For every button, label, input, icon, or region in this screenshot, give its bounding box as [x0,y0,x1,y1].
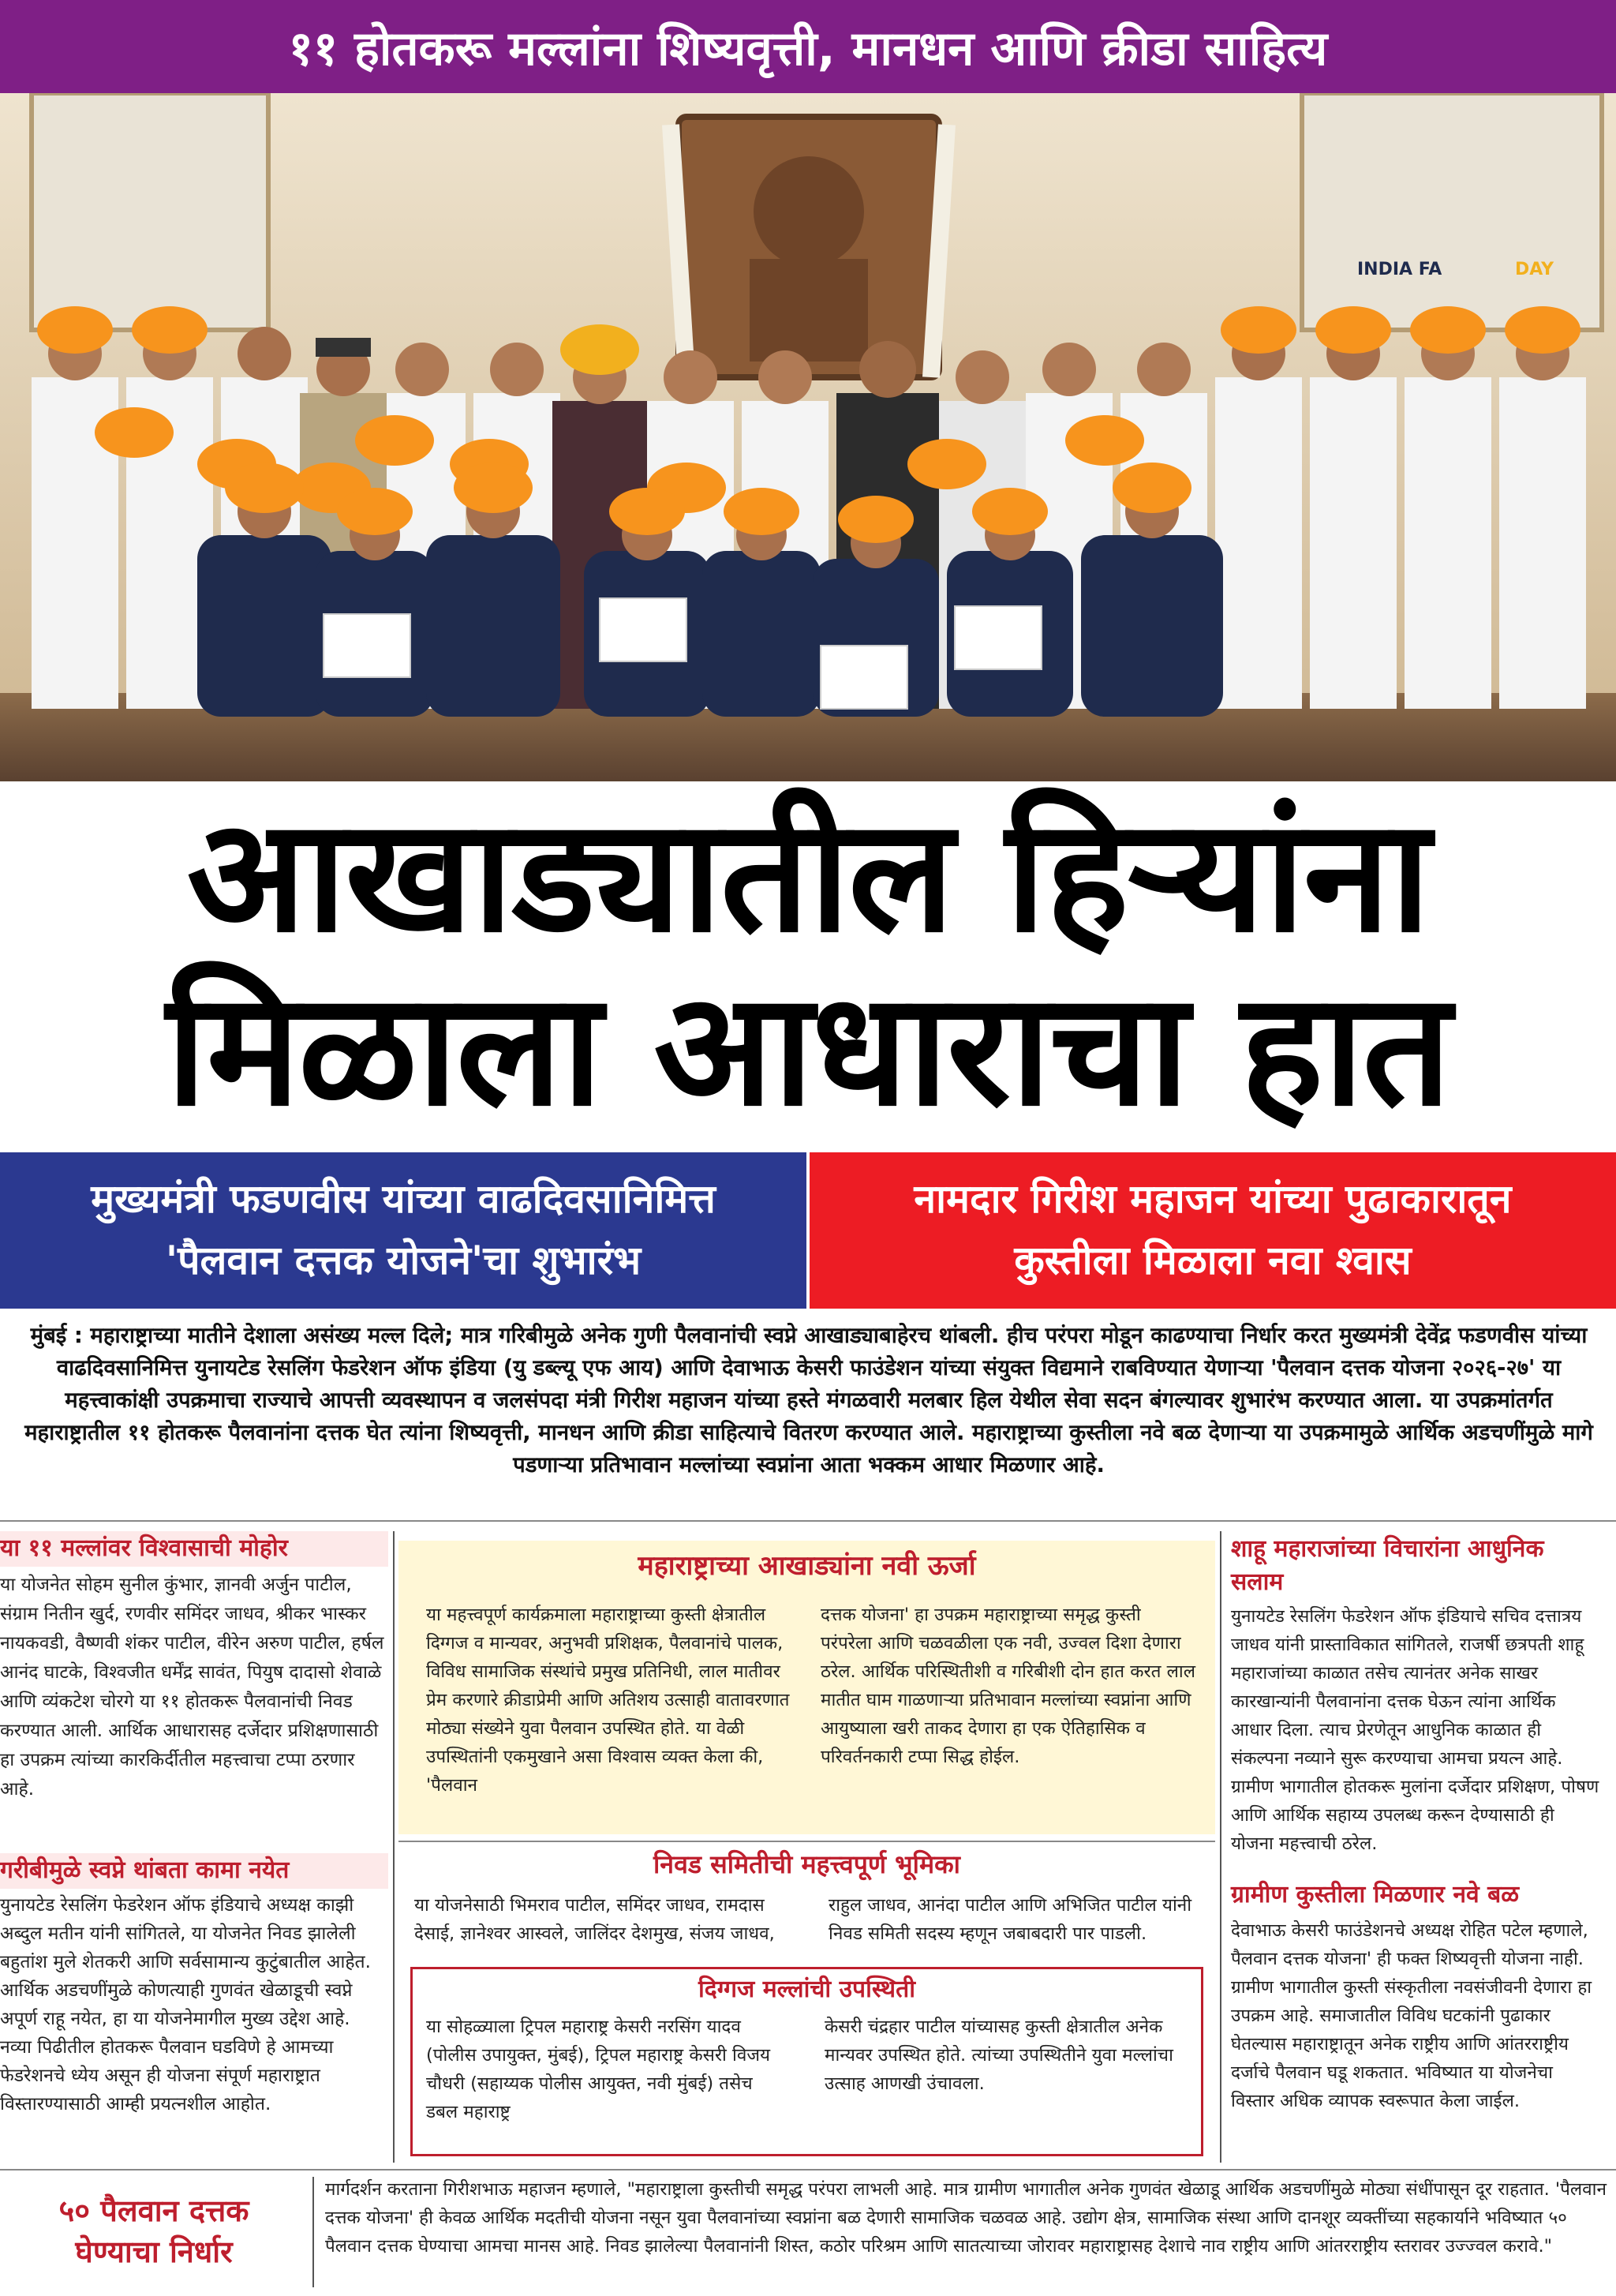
middle-divider [398,1841,1215,1842]
photo-banner-text-2: DAY [1515,260,1554,279]
bottom-label-line-2: घेण्याचा निर्धार [75,2234,233,2269]
middle-paragraph-1b: दत्तक योजना' हा उपक्रम महाराष्ट्राच्या समृद्ध कुस्ती परंपरेला आणि चळवळीला एक नवी, उज्वल दिशा देणारा ठरेल. आर्थिक परिस्थितीशी व गरिबीशी दोन हात करत लाल मातीत घाम गाळणाऱ्या प्रतिभावान मल्लांच्या स्वप्नांना आणि आयुष्याला खरी ताकद देणारा हा एक ऐतिहासिक व परिवर्तनकारी टप्पा सिद्ध होईल. [821,1605,1195,1767]
middle-paragraph-1a: या महत्त्वपूर्ण कार्यक्रमाला महाराष्ट्राच्या कुस्ती क्षेत्रातील दिग्गज व मान्यवर, अनुभवी प्रशिक्षक, पैलवानांचे पालक, विविध सामाजिक संस्थांचे प्रमुख प्रतिनिधी, लाल मातीवर प्रेम करणारे क्रीडाप्रेमी आणि अतिशय उत्साही वातावरणात मोठ्या संख्येने युवा पैलवान उपस्थित होते. या वेळी उपस्थितांनी एकमुखाने असा विश्वास व्यक्त केला की, 'पैलवान [426,1605,790,1796]
bottom-label [0,2172,308,2290]
column-divider-right [1220,1531,1221,2163]
subheading-right-line-2: कुस्तीला मिळाला नवा श्वास [1014,1238,1412,1283]
right-paragraph-1: युनायटेड रेसलिंग फेडरेशन ऑफ इंडियाचे सचिव दत्तात्रय जाधव यांनी प्रास्ताविकात सांगितले, राजर्षी छत्रपती शाहू महाराजांच्या काळात तसेच त्यानंतर अनेक साखर कारखान्यांनी पैलवानांना दत्तक घेऊन त्यांना आर्थिक आधार दिला. त्याच प्रेरणेतून आधुनिक काळात ही संकल्पना नव्याने सुरू करण्याचा आमचा प्रयत्न आहे. ग्रामीण भागातील होतकरू मुलांना दर्जेदार प्रशिक्षण, पोषण आणि आर्थिक सहाय्य उपलब्ध करून देण्यासाठी ही योजना महत्त्वाची ठरेल. [1231,1606,1599,1854]
subheading-right-line-1: नामदार गिरीश महाजन यांच्या पुढाकारातून [914,1176,1512,1222]
right-heading-1: शाहू महाराजांच्या विचारांना आधुनिक सलाम [1231,1535,1544,1596]
subheading-left-line-2: 'पैलवान दत्तक योजने'चा शुभारंभ [165,1238,642,1283]
left-paragraph-2: युनायटेड रेसलिंग फेडरेशन ऑफ इंडियाचे अध्यक्ष काझी अब्दुल मतीन यांनी सांगितले, या योजनेत निवड झालेली बहुतांश मुले शेतकरी आणि सर्वसामान्य कुटुंबातील आहेत. आर्थिक अडचणींमुळे कोणत्याही गुणवंत खेळाडूची स्वप्ने अपूर्ण राहू नयेत, हा या योजनेमागील मुख्य उद्देश आहे. नव्या पिढीतील होतकरू पैलवान घडविणे हे आमच्या फेडरेशनचे ध्येय असून ही योजना संपूर्ण महाराष्ट्रात विस्तारण्यासाठी आम्ही प्रयत्नशील आहोत. [0,1895,371,2114]
middle-paragraph-3b: केसरी चंद्रहार पाटील यांच्यासह कुस्ती क्षेत्रातील अनेक मान्यवर उपस्थित होते. त्यांच्या उपस्थितीने युवा मल्लांचा उत्साह आणखी उंचावला. [825,2017,1173,2094]
headline-line-2: मिळाला आधाराचा हात [166,958,1450,1141]
left-heading-1: या ११ मल्लांवर विश्वासाची मोहोर [0,1534,288,1562]
left-paragraph-1: या योजनेत सोहम सुनील कुंभार, ज्ञानवी अर्जुन पाटील, संग्राम नितीन खुर्द, रणवीर समिंदर जाधव, श्रीकर भास्कर नायकवडी, वैष्णवी शंकर पाटील, वीरेन अरुण पाटील, हर्षल आनंद घाटके, विश्वजीत धर्मेंद्र सावंत, पियुष दादासो शेवाळे आणि व्यंकटेश चोरगे या ११ होतकरू पैलवानांची निवड करण्यात आली. आर्थिक आधारासह दर्जेदार प्रशिक्षणासाठी हा उपक्रम त्यांच्या कारकिर्दीतील महत्त्वाचा टप्पा ठरणार आहे. [0,1575,384,1800]
middle-paragraph-2a: या योजनेसाठी भिमराव पाटील, समिंदर जाधव, रामदास देसाई, ज्ञानेश्वर आस्वले, जालिंदर देशमुख, संजय जाधव, [414,1895,775,1944]
banner-title: ११ होतकरू मल्लांना शिष्यवृत्ती, मानधन आणि क्रीडा साहित्य [288,21,1328,77]
group-photo [0,93,1616,781]
subheading-left-line-1: मुख्यमंत्री फडणवीस यांच्या वाढदिवसानिमित्त [91,1176,716,1222]
bottom-label-line-1: ५० पैलवान दत्तक [58,2193,249,2228]
middle-paragraph-3a: या सोहळ्याला ट्रिपल महाराष्ट्र केसरी नरसिंग यादव (पोलीस उपायुक्त, मुंबई), ट्रिपल महाराष्ट्र केसरी विजय चौधरी (सहाय्यक पोलीस आयुक्त, नवी मुंबई) तसेच डबल महाराष्ट्र [426,2017,771,2122]
left-heading-2: गरीबीमुळे स्वप्ने थांबता कामा नयेत [0,1856,290,1884]
middle-heading-3: दिग्गज मल्लांची उपस्थिती [698,1976,915,2003]
middle-heading-2: निवड समितीची महत्त्वपूर्ण भूमिका [653,1849,960,1879]
right-paragraph-2: देवाभाऊ केसरी फाउंडेशनचे अध्यक्ष रोहित पटेल म्हणाले, पैलवान दत्तक योजना' ही फक्त शिष्यवृत्ती योजना नाही. ग्रामीण भागातील कुस्ती संस्कृतीला नवसंजीवनी देणारा हा उपक्रम आहे. समाजातील विविध घटकांनी पुढाकार घेतल्यास महाराष्ट्रातून अनेक राष्ट्रीय आणि आंतरराष्ट्रीय दर्जाचे पैलवान घडू शकतात. भविष्यात या योजनेचा विस्तार अधिक व्यापक स्वरूपात केला जाईल. [1231,1920,1592,2111]
group-photo-icon [0,93,1616,781]
subheading-right [810,1152,1616,1309]
headline [0,785,1616,1141]
right-heading-2: ग्रामीण कुस्तीला मिळणार नवे बळ [1231,1881,1520,1908]
column-divider-left [393,1531,395,2163]
bottom-divider [0,2169,1616,2171]
bottom-vertical-divider [312,2177,314,2287]
bottom-paragraph: मार्गदर्शन करताना गिरीशभाऊ महाजन म्हणाले, "महाराष्ट्राला कुस्तीची समृद्ध परंपरा लाभली आहे. मात्र ग्रामीण भागातील अनेक गुणवंत खेळाडू आर्थिक अडचणींमुळे मोठ्या संधींपासून दूर राहतात. 'पैलवान दत्तक योजना' ही केवळ आर्थिक मदतीची योजना नसून युवा पैलवानांच्या स्वप्नांना बळ देणारी सामाजिक चळवळ आहे. उद्योग क्षेत्र, सामाजिक संस्था आणि दानशूर व्यक्तींच्या सहकार्याने भविष्यात ५० पैलवान दत्तक घेण्याचा आमचा मानस आहे. निवड झालेल्या पैलवानांनी शिस्त, कठोर परिश्रम आणि सातत्याच्या जोरावर महाराष्ट्रासह देशाचे नाव राष्ट्रीय आणि आंतरराष्ट्रीय स्तरावर उज्ज्वल करावे." [325,2179,1607,2257]
middle-paragraph-2b: राहुल जाधव, आनंदा पाटील आणि अभिजित पाटील यांनी निवड समिती सदस्य म्हणून जबाबदारी पार पाडली. [829,1895,1192,1944]
middle-heading-1: महाराष्ट्राच्या आखाड्यांना नवी ऊर्जा [638,1550,976,1582]
subheading-left [0,1152,806,1309]
intro-paragraph: मुंबई : महाराष्ट्राच्या मातीने देशाला असंख्य मल्ल दिले; मात्र गरिबीमुळे अनेक गुणी पैलवानांची स्वप्ने आखाड्याबाहेरच थांबली. हीच परंपरा मोडून काढण्याचा निर्धार करत मुख्यमंत्री देवेंद्र फडणवीस यांच्या वाढदिवसानिमित्त युनायटेड रेसलिंग फेडरेशन ऑफ इंडिया (यु डब्ल्यू एफ आय) आणि देवाभाऊ केसरी फाउंडेशन यांच्या संयुक्त विद्यमाने राबविण्यात येणाऱ्या 'पैलवान दत्तक योजना २०२६-२७' या महत्त्वाकांक्षी उपक्रमाचा राज्याचे आपत्ती व्यवस्थापन व जलसंपदा मंत्री गिरीश महाजन यांच्या हस्ते मंगळवारी मलबार हिल येथील सेवा सदन बंगल्यावर शुभारंभ करण्यात आला. या उपक्रमांतर्गत महाराष्ट्रातील ११ होतकरू पैलवानांना दत्तक घेत त्यांना शिष्यवृत्ती, मानधन आणि क्रीडा साहित्याचे वितरण करण्यात आले. महाराष्ट्राच्या कुस्तीला नवे बळ देणाऱ्या या उपक्रमामुळे आर्थिक अडचणींमुळे मागे पडणाऱ्या प्रतिभावान मल्लांच्या स्वप्नांना आता भक्कम आधार मिळणार आहे. [24,1323,1593,1478]
divider [0,1520,1616,1522]
top-banner [0,0,1616,93]
headline-line-1: आखाड्यातील हिऱ्यांना [186,785,1430,967]
photo-banner-text: INDIA FA [1357,260,1442,279]
